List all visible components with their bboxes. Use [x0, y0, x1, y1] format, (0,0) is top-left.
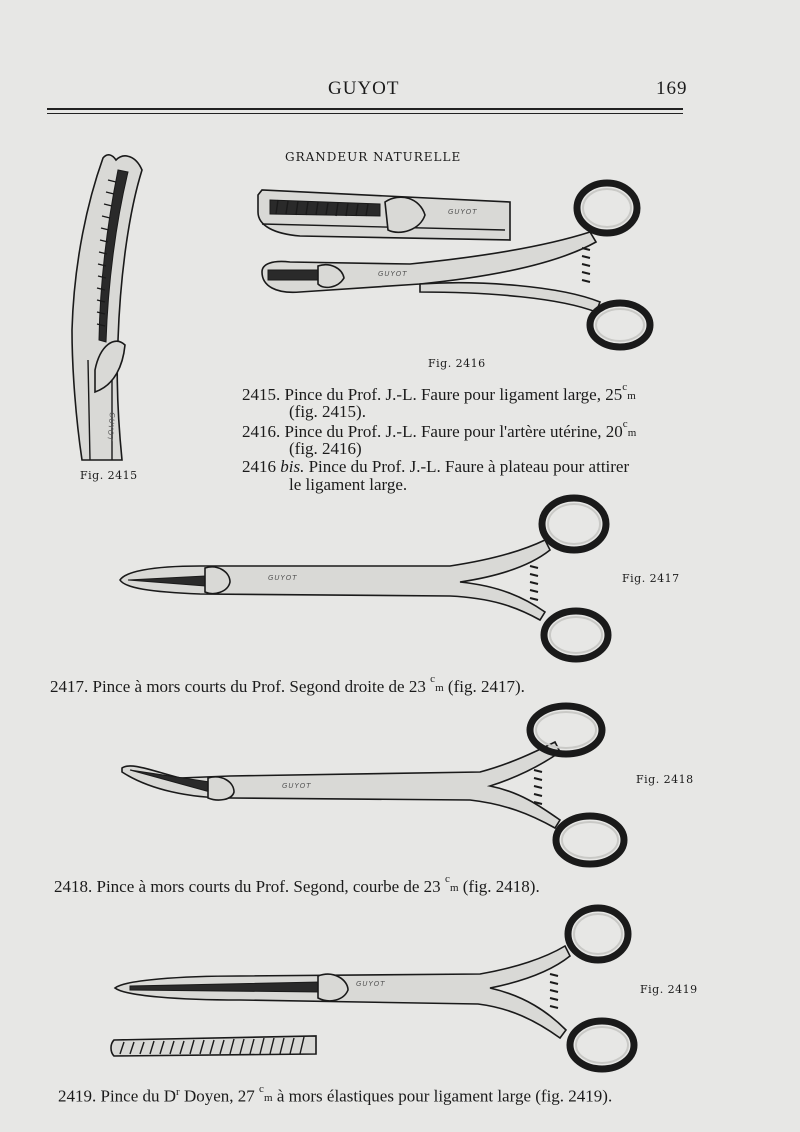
- caption-2419-middle: Doyen, 27: [179, 1086, 260, 1106]
- unit-fraction: c m: [622, 418, 637, 439]
- caption-2416-line1: 2416. Pince du Prof. J.-L. Faure pour l'artère utérine, 20: [242, 422, 623, 441]
- caption-2419-text: 2419. Pince du D: [58, 1086, 177, 1106]
- figure-label-2418: Fig. 2418: [636, 773, 694, 786]
- unit-fraction: c m: [259, 1082, 273, 1104]
- unit-fraction: c m: [622, 381, 636, 402]
- figure-label-2417: Fig. 2417: [622, 572, 680, 585]
- figure-label-2415: Fig. 2415: [80, 469, 138, 482]
- engraved-mark-2418: GUYOT: [282, 782, 312, 790]
- caption-2418-tail: (fig. 2418).: [458, 877, 540, 896]
- figure-label-2419: Fig. 2419: [640, 983, 698, 996]
- caption-2415-line1: 2415. Pince du Prof. J.-L. Faure pour ligament large, 25: [242, 385, 623, 404]
- caption-2416bis-line1: Pince du Prof. J.-L. Faure à plateau pour attirer: [304, 457, 630, 476]
- caption-2419-tail: à mors élastiques pour ligament large (fig. 2419).: [272, 1086, 613, 1106]
- engraved-mark-2415: GUYOT: [105, 411, 116, 442]
- engraved-mark-2417: GUYOT: [268, 574, 298, 582]
- page-number: 169: [656, 78, 688, 99]
- caption-2417-text: 2417. Pince à mors courts du Prof. Segond droite de 23: [50, 677, 431, 696]
- caption-2418-text: 2418. Pince à mors courts du Prof. Segond, courbe de 23: [54, 877, 445, 896]
- caption-2417-tail: (fig. 2417).: [443, 677, 525, 696]
- scale-subtitle: GRANDEUR NATURELLE: [285, 150, 462, 164]
- unit-fraction: c m: [430, 673, 444, 694]
- figure-label-2416: Fig. 2416: [428, 357, 486, 370]
- caption-2415-line2: (fig. 2415).: [289, 402, 366, 421]
- caption-2416bis-number: 2416: [242, 457, 276, 476]
- caption-2419: [58, 1083, 612, 1106]
- engraved-mark-2419: GUYOT: [356, 980, 386, 988]
- engraved-mark-2416a: GUYOT: [448, 208, 478, 216]
- engraved-mark-2416b: GUYOT: [378, 270, 408, 278]
- unit-fraction: c m: [444, 873, 459, 894]
- caption-2416bis-line2: le ligament large.: [289, 475, 408, 494]
- caption-2419-superscript: r: [176, 1086, 180, 1098]
- running-header-title: GUYOT: [328, 78, 400, 99]
- caption-2416-line2: (fig. 2416): [289, 439, 362, 458]
- caption-2416bis-bis: bis.: [280, 457, 305, 476]
